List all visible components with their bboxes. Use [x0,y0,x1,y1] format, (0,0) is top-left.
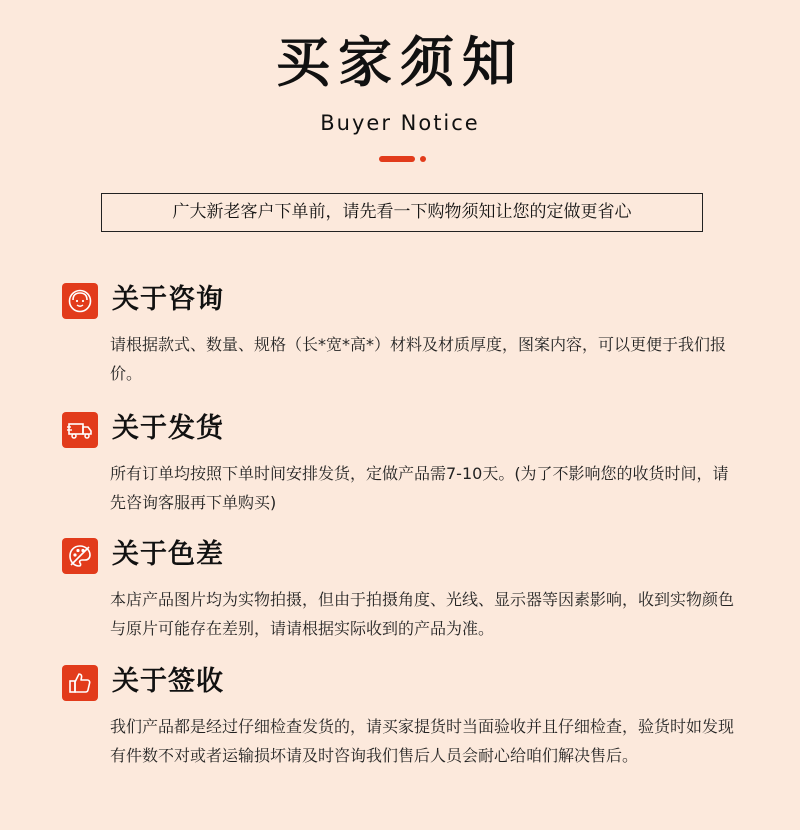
section-heading: 关于发货 [112,413,224,444]
page-subtitle: Buyer Notice [320,111,480,135]
section-heading: 关于咨询 [112,284,224,315]
decoration-dot [420,156,426,162]
section-body: 所有订单均按照下单时间安排发货，定做产品需7-10天。(为了不影响您的收货时间，请先咨询客服再下单购买) [110,464,729,512]
page-title: 买家须知 [276,31,524,94]
delivery-truck-icon [62,412,98,448]
section-body: 本店产品图片均为实物拍摄，但由于拍摄角度、光线、显示器等因素影响，收到实物颜色与原片可能存在差别，请请根据实际收到的产品为准。 [110,590,735,638]
notice-banner: 广大新老客户下单前，请先看一下购物须知让您的定做更省心 [101,193,703,232]
palette-icon [62,538,98,574]
section-body: 我们产品都是经过仔细检查发货的，请买家提货时当面验收并且仔细检查，验货时如发现有件数不对或者运输损坏请及时咨询我们售后人员会耐心给咱们解决售后。 [110,717,735,765]
section-heading: 关于签收 [112,666,224,697]
decoration-bar [379,156,415,162]
section-heading: 关于色差 [112,539,224,570]
customer-service-icon [62,283,98,319]
thumbs-up-icon [62,665,98,701]
title-decoration [379,156,427,162]
section-body: 请根据款式、数量、规格（长*宽*高*）材料及材质厚度，图案内容，可以更便于我们报价。 [110,335,727,383]
